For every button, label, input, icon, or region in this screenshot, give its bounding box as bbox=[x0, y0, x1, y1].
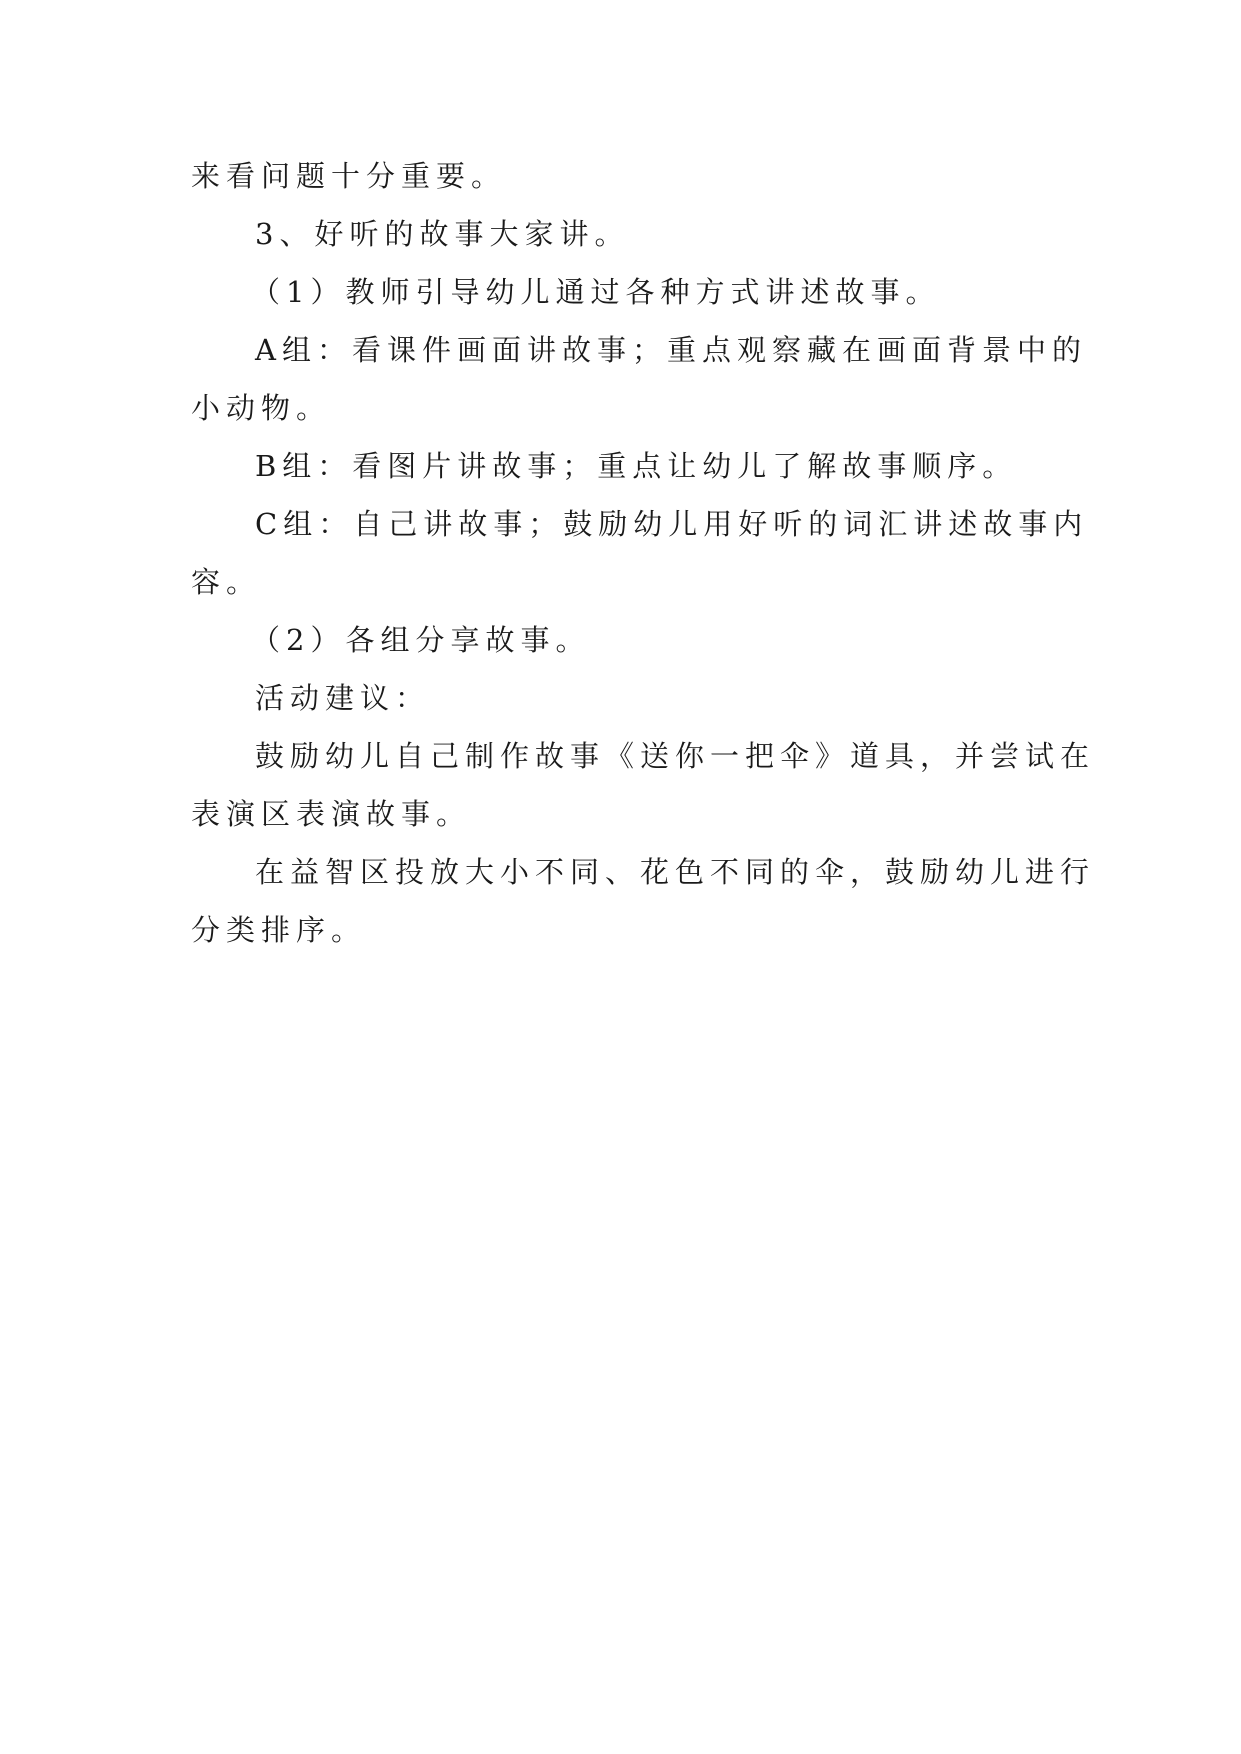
paragraph-line: 来看问题十分重要。 bbox=[191, 159, 507, 193]
paragraph-line: 小动物。 bbox=[191, 391, 332, 425]
paragraph-line: 鼓励幼儿自己制作故事《送你一把伞》道具，并尝试在 bbox=[255, 739, 1096, 773]
paragraph-line: 表演区表演故事。 bbox=[191, 797, 472, 831]
subsection-heading: （2）各组分享故事。 bbox=[251, 623, 591, 657]
paragraph-line: C组：自己讲故事；鼓励幼儿用好听的词汇讲述故事内 bbox=[255, 507, 1089, 541]
paragraph-line: 在益智区投放大小不同、花色不同的伞，鼓励幼儿进行 bbox=[255, 855, 1096, 889]
paragraph-line: B组：看图片讲故事；重点让幼儿了解故事顺序。 bbox=[255, 449, 1018, 483]
section-heading: 3、好听的故事大家讲。 bbox=[255, 217, 630, 251]
paragraph-line: 容。 bbox=[191, 565, 262, 599]
paragraph-line: 分类排序。 bbox=[191, 913, 367, 947]
subsection-heading: （1）教师引导幼儿通过各种方式讲述故事。 bbox=[251, 275, 941, 309]
section-heading: 活动建议： bbox=[255, 681, 431, 715]
paragraph-line: A组：看课件画面讲故事；重点观察藏在画面背景中的 bbox=[255, 333, 1087, 367]
